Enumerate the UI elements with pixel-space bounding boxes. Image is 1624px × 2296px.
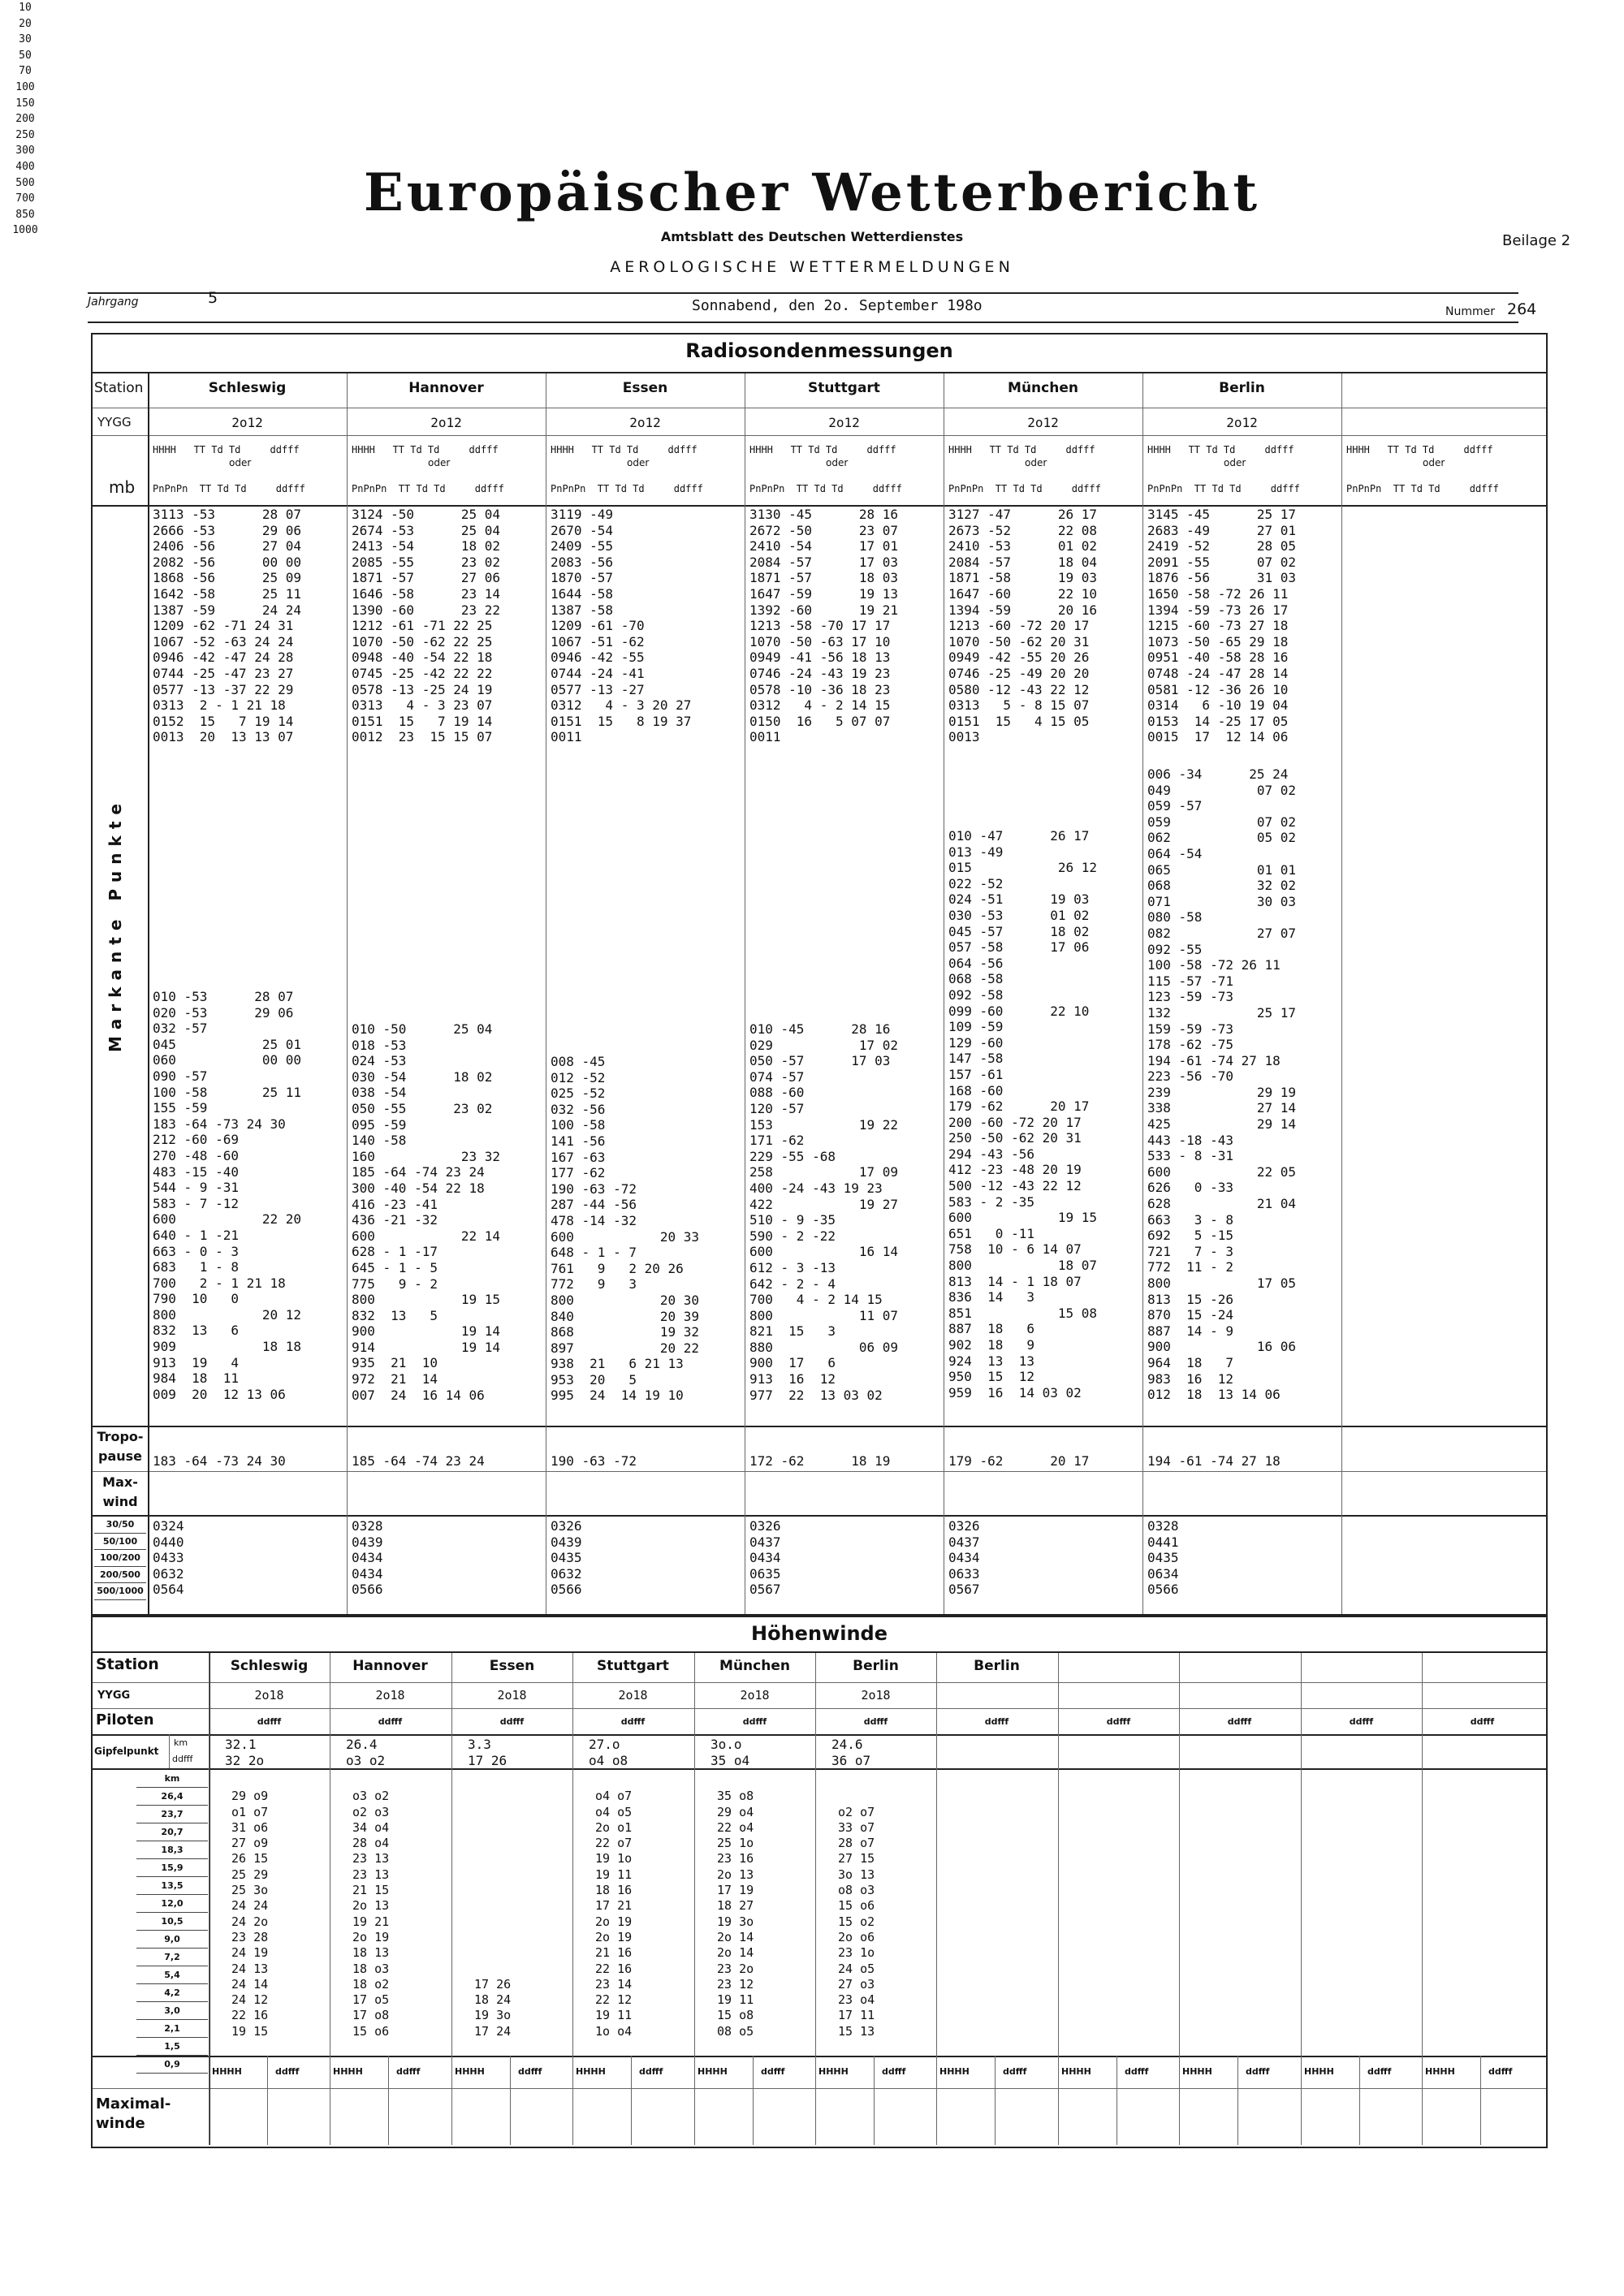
height-level: 3,0: [136, 2002, 208, 2020]
gipfelpunkt-label: Gipfelpunkt: [94, 1746, 159, 1757]
maxwind-hhhh-head: HHHH: [818, 2066, 849, 2077]
volume-label: Jahrgang: [88, 296, 139, 309]
maxwind-hhhh-head: HHHH: [1061, 2066, 1091, 2077]
significant-points-data: 008 -45 012 -52 025 -52 032 -56 100 -58 141 -56 167 -63 177 -62 190 -63 -72 287 -44 -56 478 -14 -32 600 20 33 648 - 1 - 7 761 9 2 20 26 772 9 3 800 20 30 840 20 39 868 19 32 897 20 22 938 21 6 21 13 953 20 5 995 24 14 19 10: [551, 1054, 700, 1404]
column-head-bottom: PnPnPn TT Td Td ddfff: [1147, 483, 1300, 494]
gipfel-ddfff: 17 26: [468, 1753, 508, 1768]
height-level: 18,3: [136, 1841, 208, 1859]
significant-points-label: Markante Punkte: [106, 797, 125, 1052]
section-title: AEROLOGISCHE WETTERMELDUNGEN: [610, 258, 1014, 276]
standard-levels-data: 3119 -49 2670 -54 2409 -55 2083 -56 1870 -57 1644 -58 1387 -58 1209 -61 -70 1067 -51 -62 0946 -42 -55 0744 -24 -41 0577 -13 -27 0312 4 - 3 20 27 0151 15 8 19 37 0011: [551, 507, 692, 745]
gipfel-km: 27.o: [589, 1737, 620, 1752]
gipfel-km: 3o.o: [710, 1737, 742, 1752]
station-yygg: 2o12: [1226, 415, 1258, 430]
station-yygg: 2o12: [828, 415, 860, 430]
issue-date: Sonnabend, den 2o. September 198o: [692, 297, 983, 314]
uw-station-yygg: 2o18: [254, 1688, 284, 1703]
gipfel-km-label: km: [174, 1737, 188, 1748]
uw-ddfff-head: ddfff: [863, 1716, 888, 1727]
mb-label: mb: [109, 477, 136, 497]
maxwind-ddfff-head: ddfff: [1125, 2066, 1149, 2077]
maxwind-hhhh-head: HHHH: [212, 2066, 242, 2077]
tropopause-data: 190 -63 -72: [551, 1453, 637, 1469]
height-level: 5,4: [136, 1966, 208, 1984]
gipfel-ddfff-label: ddfff: [172, 1754, 193, 1764]
maxwind-sub-rule: [1480, 2056, 1481, 2145]
tropopause-data: 172 -62 18 19: [749, 1453, 891, 1469]
maxwind-sub-rule: [1116, 2056, 1117, 2145]
layer-label: 500/1000: [94, 1583, 146, 1600]
column-head-top: HHHH TT Td Td ddfff: [948, 444, 1095, 455]
rs-rule: [93, 1515, 1546, 1517]
height-level: 23,7: [136, 1806, 208, 1823]
header-rule-top: [88, 292, 1518, 294]
layer-labels: [94, 1517, 146, 1600]
layer-label: 100/200: [94, 1550, 146, 1567]
maximalwinde-label: Maximal-winde: [96, 2095, 171, 2132]
maxwind-ddfff-head: ddfff: [275, 2066, 300, 2077]
uw-rule: [93, 1682, 1546, 1683]
tropopause-data: 179 -62 20 17: [948, 1453, 1090, 1469]
station-yygg: 2o12: [231, 415, 263, 430]
maxwind-label: Max-wind: [102, 1474, 138, 1509]
page-title: Europäischer Wetterbericht: [364, 162, 1260, 223]
height-level: 9,0: [136, 1931, 208, 1949]
uw-ddfff-head: ddfff: [1470, 1716, 1495, 1727]
uw-yygg-label: YYGG: [97, 1690, 131, 1702]
layer-thickness-data: 0324 0440 0433 0632 0564: [153, 1518, 184, 1598]
standard-levels-data: 3145 -45 25 17 2683 -49 27 01 2419 -52 28 05 2091 -55 07 02 1876 -56 31 03 1650 -58 -72 26 11 1394 -59 -73 26 17 1215 -60 -73 27 18 1073 -50 -65 29 18 0951 -40 -58 28 16 0748 -24 -47 28 14 0581 -12 -36 26 10 0314 6 -10 19 04 0153 14 -25 17 05 0015 17 12 14 06: [1147, 507, 1297, 745]
column-head-bottom: PnPnPn TT Td Td ddfff: [1346, 483, 1499, 494]
station-yygg: 2o12: [430, 415, 462, 430]
maxwind-hhhh-head: HHHH: [939, 2066, 970, 2077]
station-name: Stuttgart: [808, 380, 880, 396]
tropopause-data: 194 -61 -74 27 18: [1147, 1453, 1281, 1469]
station-name: München: [1008, 380, 1078, 396]
maxwind-ddfff-head: ddfff: [1367, 2066, 1392, 2077]
height-level: 10,5: [136, 1913, 208, 1931]
layer-label: 50/100: [94, 1534, 146, 1551]
height-level: 15,9: [136, 1859, 208, 1877]
column-head-bottom: PnPnPn TT Td Td ddfff: [153, 483, 305, 494]
standard-levels-data: 3130 -45 28 16 2672 -50 23 07 2410 -54 17 01 2084 -57 17 03 1871 -57 18 03 1647 -59 19 13 1392 -60 19 21 1213 -58 -70 17 17 1070 -50 -63 17 10 0949 -41 -56 18 13 0746 -24 -43 19 23 0578 -10 -36 18 23 0312 4 - 2 14 15 0150 16 5 07 07 0011: [749, 507, 899, 745]
layer-thickness-data: 0326 0437 0434 0635 0567: [749, 1518, 781, 1598]
rs-vrule: [148, 373, 149, 1614]
column-head-top: HHHH TT Td Td ddfff: [551, 444, 698, 455]
column-head-top: HHHH TT Td Td ddfff: [1147, 444, 1294, 455]
uw-ddfff-head: ddfff: [1106, 1716, 1131, 1727]
height-level: 4,2: [136, 1984, 208, 2002]
gipfel-km: 32.1: [225, 1737, 257, 1752]
maxwind-ddfff-head: ddfff: [1246, 2066, 1270, 2077]
uw-station-yygg: 2o18: [618, 1688, 648, 1703]
uw-ddfff-head: ddfff: [742, 1716, 767, 1727]
maxwind-ddfff-head: ddfff: [1488, 2066, 1513, 2077]
uw-rule: [93, 1651, 1546, 1653]
pressure-levels: 10 20 30 50 70 100 150 200 250 300 400 500 700 850 1000: [12, 2, 38, 237]
significant-points-data: 010 -45 28 16 029 17 02 050 -57 17 03 074 -57 088 -60 120 -57 153 19 22 171 -62 229 -55 -68 258 17 09 400 -24 -43 19 23 422 19 27 510 - 9 -35 590 - 2 -22 600 16 14 612 - 3 -13 642 - 2 - 4 700 4 - 2 14 15 800 11 07 821 15 3 880 06 09 900 17 6 913 16 12 977 22 13 03 02: [749, 1021, 899, 1403]
height-level: 13,5: [136, 1877, 208, 1895]
maxwind-ddfff-head: ddfff: [882, 2066, 906, 2077]
height-level: 12,0: [136, 1895, 208, 1913]
upper-winds-title: Höhenwinde: [751, 1622, 888, 1645]
uw-ddfff-head: ddfff: [257, 1716, 282, 1727]
gipfel-km: 3.3: [468, 1737, 491, 1752]
uw-station-name: Berlin: [974, 1658, 1020, 1674]
supplement-label: Beilage 2: [1502, 232, 1571, 249]
uw-wind-data: 17 26 18 24 19 3o 17 24: [474, 1976, 512, 2039]
maxwind-ddfff-head: ddfff: [518, 2066, 542, 2077]
uw-station-name: Stuttgart: [597, 1658, 669, 1674]
uw-wind-data: o4 o7 o4 o5 2o o1 22 o7 19 1o 19 11 18 16 17 21 2o 19 2o 19 21 16 22 16 23 14 22 12 19 11 1o o4: [595, 1789, 633, 2039]
uw-station-yygg: 2o18: [375, 1688, 405, 1703]
maxwind-sub-rule: [995, 2056, 996, 2145]
rs-vrule: [1142, 373, 1143, 1614]
rs-rule: [93, 1471, 1546, 1472]
uw-station-label: Station: [96, 1655, 159, 1673]
maxwind-hhhh-head: HHHH: [698, 2066, 728, 2077]
column-head-or: oder: [1224, 457, 1246, 468]
uw-station-name: München: [719, 1658, 790, 1674]
uw-station-name: Essen: [489, 1658, 535, 1674]
subtitle: Amtsblatt des Deutschen Wetterdienstes: [660, 229, 964, 244]
height-level: 1,5: [136, 2038, 208, 2056]
gipfel-km: 26.4: [346, 1737, 378, 1752]
height-level: 7,2: [136, 1949, 208, 1966]
number-value: 264: [1507, 300, 1537, 318]
layer-label: 200/500: [94, 1567, 146, 1584]
piloten-label: Piloten: [96, 1711, 154, 1728]
uw-station-name: Hannover: [352, 1658, 428, 1674]
significant-points-data: 010 -50 25 04 018 -53 024 -53 030 -54 18 02 038 -54 050 -55 23 02 095 -59 140 -58 160 23 32 185 -64 -74 23 24 300 -40 -54 22 18 416 -23 -41 436 -21 -32 600 22 14 628 - 1 -17 645 - 1 - 5 775 9 - 2 800 19 15 832 13 5 900 19 14 914 19 14 935 21 10 972 21 14 007 24 16 14 06: [352, 1021, 501, 1403]
maxwind-sub-rule: [267, 2056, 268, 2145]
column-head-top: HHHH TT Td Td ddfff: [1346, 444, 1493, 455]
column-head-or: oder: [229, 457, 252, 468]
station-name: Schleswig: [208, 380, 287, 396]
maxwind-sub-rule: [631, 2056, 632, 2145]
column-head-bottom: PnPnPn TT Td Td ddfff: [948, 483, 1101, 494]
column-head-top: HHHH TT Td Td ddfff: [153, 444, 300, 455]
uw-ddfff-head: ddfff: [499, 1716, 525, 1727]
uw-station-name: Schleswig: [230, 1658, 309, 1674]
layer-thickness-data: 0328 0439 0434 0434 0566: [352, 1518, 383, 1598]
maxwind-sub-rule: [753, 2056, 754, 2145]
volume-value: 5: [208, 289, 218, 307]
layer-thickness-data: 0328 0441 0435 0634 0566: [1147, 1518, 1179, 1598]
station-name: Hannover: [408, 380, 484, 396]
height-level: 2,1: [136, 2020, 208, 2038]
significant-points-data: 006 -34 25 24 049 07 02 059 -57 059 07 02 062 05 02 064 -54 065 01 01 068 32 02 071 30 03 080 -58 082 27 07 092 -55 100 -58 -72 26 11 115 -57 -71 123 -59 -73 132 25 17 159 -59 -73 178 -62 -75 194 -61 -74 27 18 223 -56 -70 239 29 19 338 27 14 425 29 14 443 -18 -43 533 - 8 -31 600 22 05 626 0 -33 628 21 04 663 3 - 8 692 5 -15 721 7 - 3 772 11 - 2 800 17 05 813 15 -26 870 15 -24 887 14 - 9 900 16 06 964 18 7 983 16 12 012 18 13 14 06: [1147, 766, 1297, 1403]
gipfel-ddfff: 35 o4: [710, 1753, 750, 1768]
maxwind-sub-rule: [1237, 2056, 1238, 2145]
tropopause-label: Tropo-pause: [97, 1429, 144, 1464]
gipfel-ddfff: 32 2o: [225, 1753, 265, 1768]
column-head-or: oder: [1025, 457, 1047, 468]
uw-rule: [93, 2056, 1546, 2057]
gipfel-ddfff: o4 o8: [589, 1753, 628, 1768]
layer-label: 30/50: [94, 1517, 146, 1534]
tropopause-data: 183 -64 -73 24 30: [153, 1453, 286, 1469]
station-label: Station: [94, 380, 144, 396]
uw-ddfff-head: ddfff: [378, 1716, 403, 1727]
maxwind-sub-rule: [1359, 2056, 1360, 2145]
station-name: Berlin: [1219, 380, 1265, 396]
rs-rule: [93, 372, 1546, 373]
uw-rule: [93, 2088, 1546, 2089]
column-head-or: oder: [1423, 457, 1445, 468]
maxwind-ddfff-head: ddfff: [1003, 2066, 1027, 2077]
radiosonde-title: Radiosondenmessungen: [685, 339, 953, 362]
uw-wind-data: 35 o8 29 o4 22 o4 25 1o 23 16 2o 13 17 19 18 27 19 3o 2o 14 2o 14 23 2o 23 12 19 11 15 o8 08 o5: [717, 1789, 754, 2039]
maxwind-hhhh-head: HHHH: [1425, 2066, 1455, 2077]
column-head-top: HHHH TT Td Td ddfff: [749, 444, 896, 455]
tropopause-data: 185 -64 -74 23 24: [352, 1453, 485, 1469]
standard-levels-data: 3124 -50 25 04 2674 -53 25 04 2413 -54 18 02 2085 -55 23 02 1871 -57 27 06 1646 -58 23 14 1390 -60 23 22 1212 -61 -71 22 25 1070 -50 -62 22 25 0948 -40 -54 22 18 0745 -25 -42 22 22 0578 -13 -25 24 19 0313 4 - 3 23 07 0151 15 7 19 14 0012 23 15 15 07: [352, 507, 501, 745]
uw-rule: [93, 1708, 1546, 1709]
column-head-bottom: PnPnPn TT Td Td ddfff: [749, 483, 902, 494]
uw-ddfff-head: ddfff: [1227, 1716, 1252, 1727]
number-label: Nummer: [1445, 305, 1495, 318]
maxwind-sub-rule: [388, 2056, 389, 2145]
uw-ddfff-head: ddfff: [984, 1716, 1009, 1727]
gipfel-sub-rule: [169, 1734, 170, 1768]
yygg-label: YYGG: [97, 415, 132, 429]
maxwind-hhhh-head: HHHH: [576, 2066, 606, 2077]
uw-wind-data: o2 o7 33 o7 28 o7 27 15 3o 13 o8 o3 15 o6 15 o2 2o o6 23 1o 24 o5 27 o3 23 o4 17 11 15 13: [838, 1804, 875, 2039]
maxwind-hhhh-head: HHHH: [333, 2066, 363, 2077]
station-name: Essen: [622, 380, 668, 396]
uw-station-name: Berlin: [853, 1658, 899, 1674]
height-level: 26,4: [136, 1788, 208, 1806]
layer-thickness-data: 0326 0439 0435 0632 0566: [551, 1518, 582, 1598]
maxwind-sub-rule: [510, 2056, 511, 2145]
station-yygg: 2o12: [629, 415, 661, 430]
standard-levels-data: 3127 -47 26 17 2673 -52 22 08 2410 -53 01 02 2084 -57 18 04 1871 -58 19 03 1647 -60 22 10 1394 -59 20 16 1213 -60 -72 20 17 1070 -50 -62 20 31 0949 -42 -55 20 26 0746 -25 -49 20 20 0580 -12 -43 22 12 0313 5 - 8 15 07 0151 15 4 15 05 0013: [948, 507, 1098, 745]
uw-rule: [93, 1768, 1546, 1770]
column-head-bottom: PnPnPn TT Td Td ddfff: [551, 483, 703, 494]
height-level: 0,9: [136, 2056, 208, 2074]
gipfel-km: 24.6: [831, 1737, 863, 1752]
rs-vrule: [347, 373, 348, 1614]
standard-levels-data: 3113 -53 28 07 2666 -53 29 06 2406 -56 27 04 2082 -56 00 00 1868 -56 25 09 1642 -58 25 11 1387 -59 24 24 1209 -62 -71 24 31 1067 -52 -63 24 24 0946 -42 -47 24 28 0744 -25 -47 23 27 0577 -13 -37 22 29 0313 2 - 1 21 18 0152 15 7 19 14 0013 20 13 13 07: [153, 507, 302, 745]
uw-station-yygg: 2o18: [497, 1688, 527, 1703]
uw-rule: [93, 1734, 1546, 1736]
rs-rule: [93, 1426, 1546, 1427]
rs-vrule: [1341, 373, 1342, 1614]
gipfel-ddfff: o3 o2: [346, 1753, 386, 1768]
uw-ddfff-head: ddfff: [1349, 1716, 1374, 1727]
height-level: 20,7: [136, 1823, 208, 1841]
maxwind-ddfff-head: ddfff: [396, 2066, 421, 2077]
column-head-or: oder: [826, 457, 849, 468]
height-level: km: [136, 1770, 208, 1788]
column-head-bottom: PnPnPn TT Td Td ddfff: [352, 483, 504, 494]
uw-station-yygg: 2o18: [740, 1688, 770, 1703]
uw-wind-data: o3 o2 o2 o3 34 o4 28 o4 23 13 23 13 21 15 2o 13 19 21 2o 19 18 13 18 o3 18 o2 17 o5 17 o8 15 o6: [352, 1789, 390, 2039]
maxwind-hhhh-head: HHHH: [455, 2066, 485, 2077]
uw-ddfff-head: ddfff: [620, 1716, 646, 1727]
maxwind-sub-rule: [874, 2056, 875, 2145]
header-rule-bottom: [88, 322, 1518, 323]
significant-points-data: 010 -47 26 17 013 -49 015 26 12 022 -52 024 -51 19 03 030 -53 01 02 045 -57 18 02 057 -58 17 06 064 -56 068 -58 092 -58 099 -60 22 10 109 -59 129 -60 147 -58 157 -61 168 -60 179 -62 20 17 200 -60 -72 20 17 250 -50 -62 20 31 294 -43 -56 412 -23 -48 20 19 500 -12 -43 22 12 583 - 2 -35 600 19 15 651 0 -11 758 10 - 6 14 07 800 18 07 813 14 - 1 18 07 836 14 3 851 15 08 887 18 6 902 18 9 924 13 13 950 15 12 959 16 14 03 02: [948, 828, 1098, 1400]
gipfel-ddfff: 36 o7: [831, 1753, 871, 1768]
column-head-or: oder: [627, 457, 650, 468]
station-yygg: 2o12: [1027, 415, 1059, 430]
height-levels: [136, 1770, 208, 2074]
maxwind-hhhh-head: HHHH: [1304, 2066, 1334, 2077]
maxwind-hhhh-head: HHHH: [1182, 2066, 1212, 2077]
maxwind-ddfff-head: ddfff: [639, 2066, 663, 2077]
maxwind-ddfff-head: ddfff: [761, 2066, 785, 2077]
column-head-top: HHHH TT Td Td ddfff: [352, 444, 499, 455]
rs-rule: [93, 435, 1546, 436]
layer-thickness-data: 0326 0437 0434 0633 0567: [948, 1518, 980, 1598]
significant-points-data: 010 -53 28 07 020 -53 29 06 032 -57 045 25 01 060 00 00 090 -57 100 -58 25 11 155 -59 183 -64 -73 24 30 212 -60 -69 270 -48 -60 483 -15 -40 544 - 9 -31 583 - 7 -12 600 22 20 640 - 1 -21 663 - 0 - 3 683 1 - 8 700 2 - 1 21 18 790 10 0 800 20 12 832 13 6 909 18 18 913 19 4 984 18 11 009 20 12 13 06: [153, 989, 302, 1402]
uw-station-yygg: 2o18: [861, 1688, 891, 1703]
column-head-or: oder: [428, 457, 451, 468]
uw-wind-data: 29 o9 o1 o7 31 o6 27 o9 26 15 25 29 25 3o 24 24 24 2o 23 28 24 19 24 13 24 14 24 12 22 16 19 15: [231, 1789, 269, 2039]
